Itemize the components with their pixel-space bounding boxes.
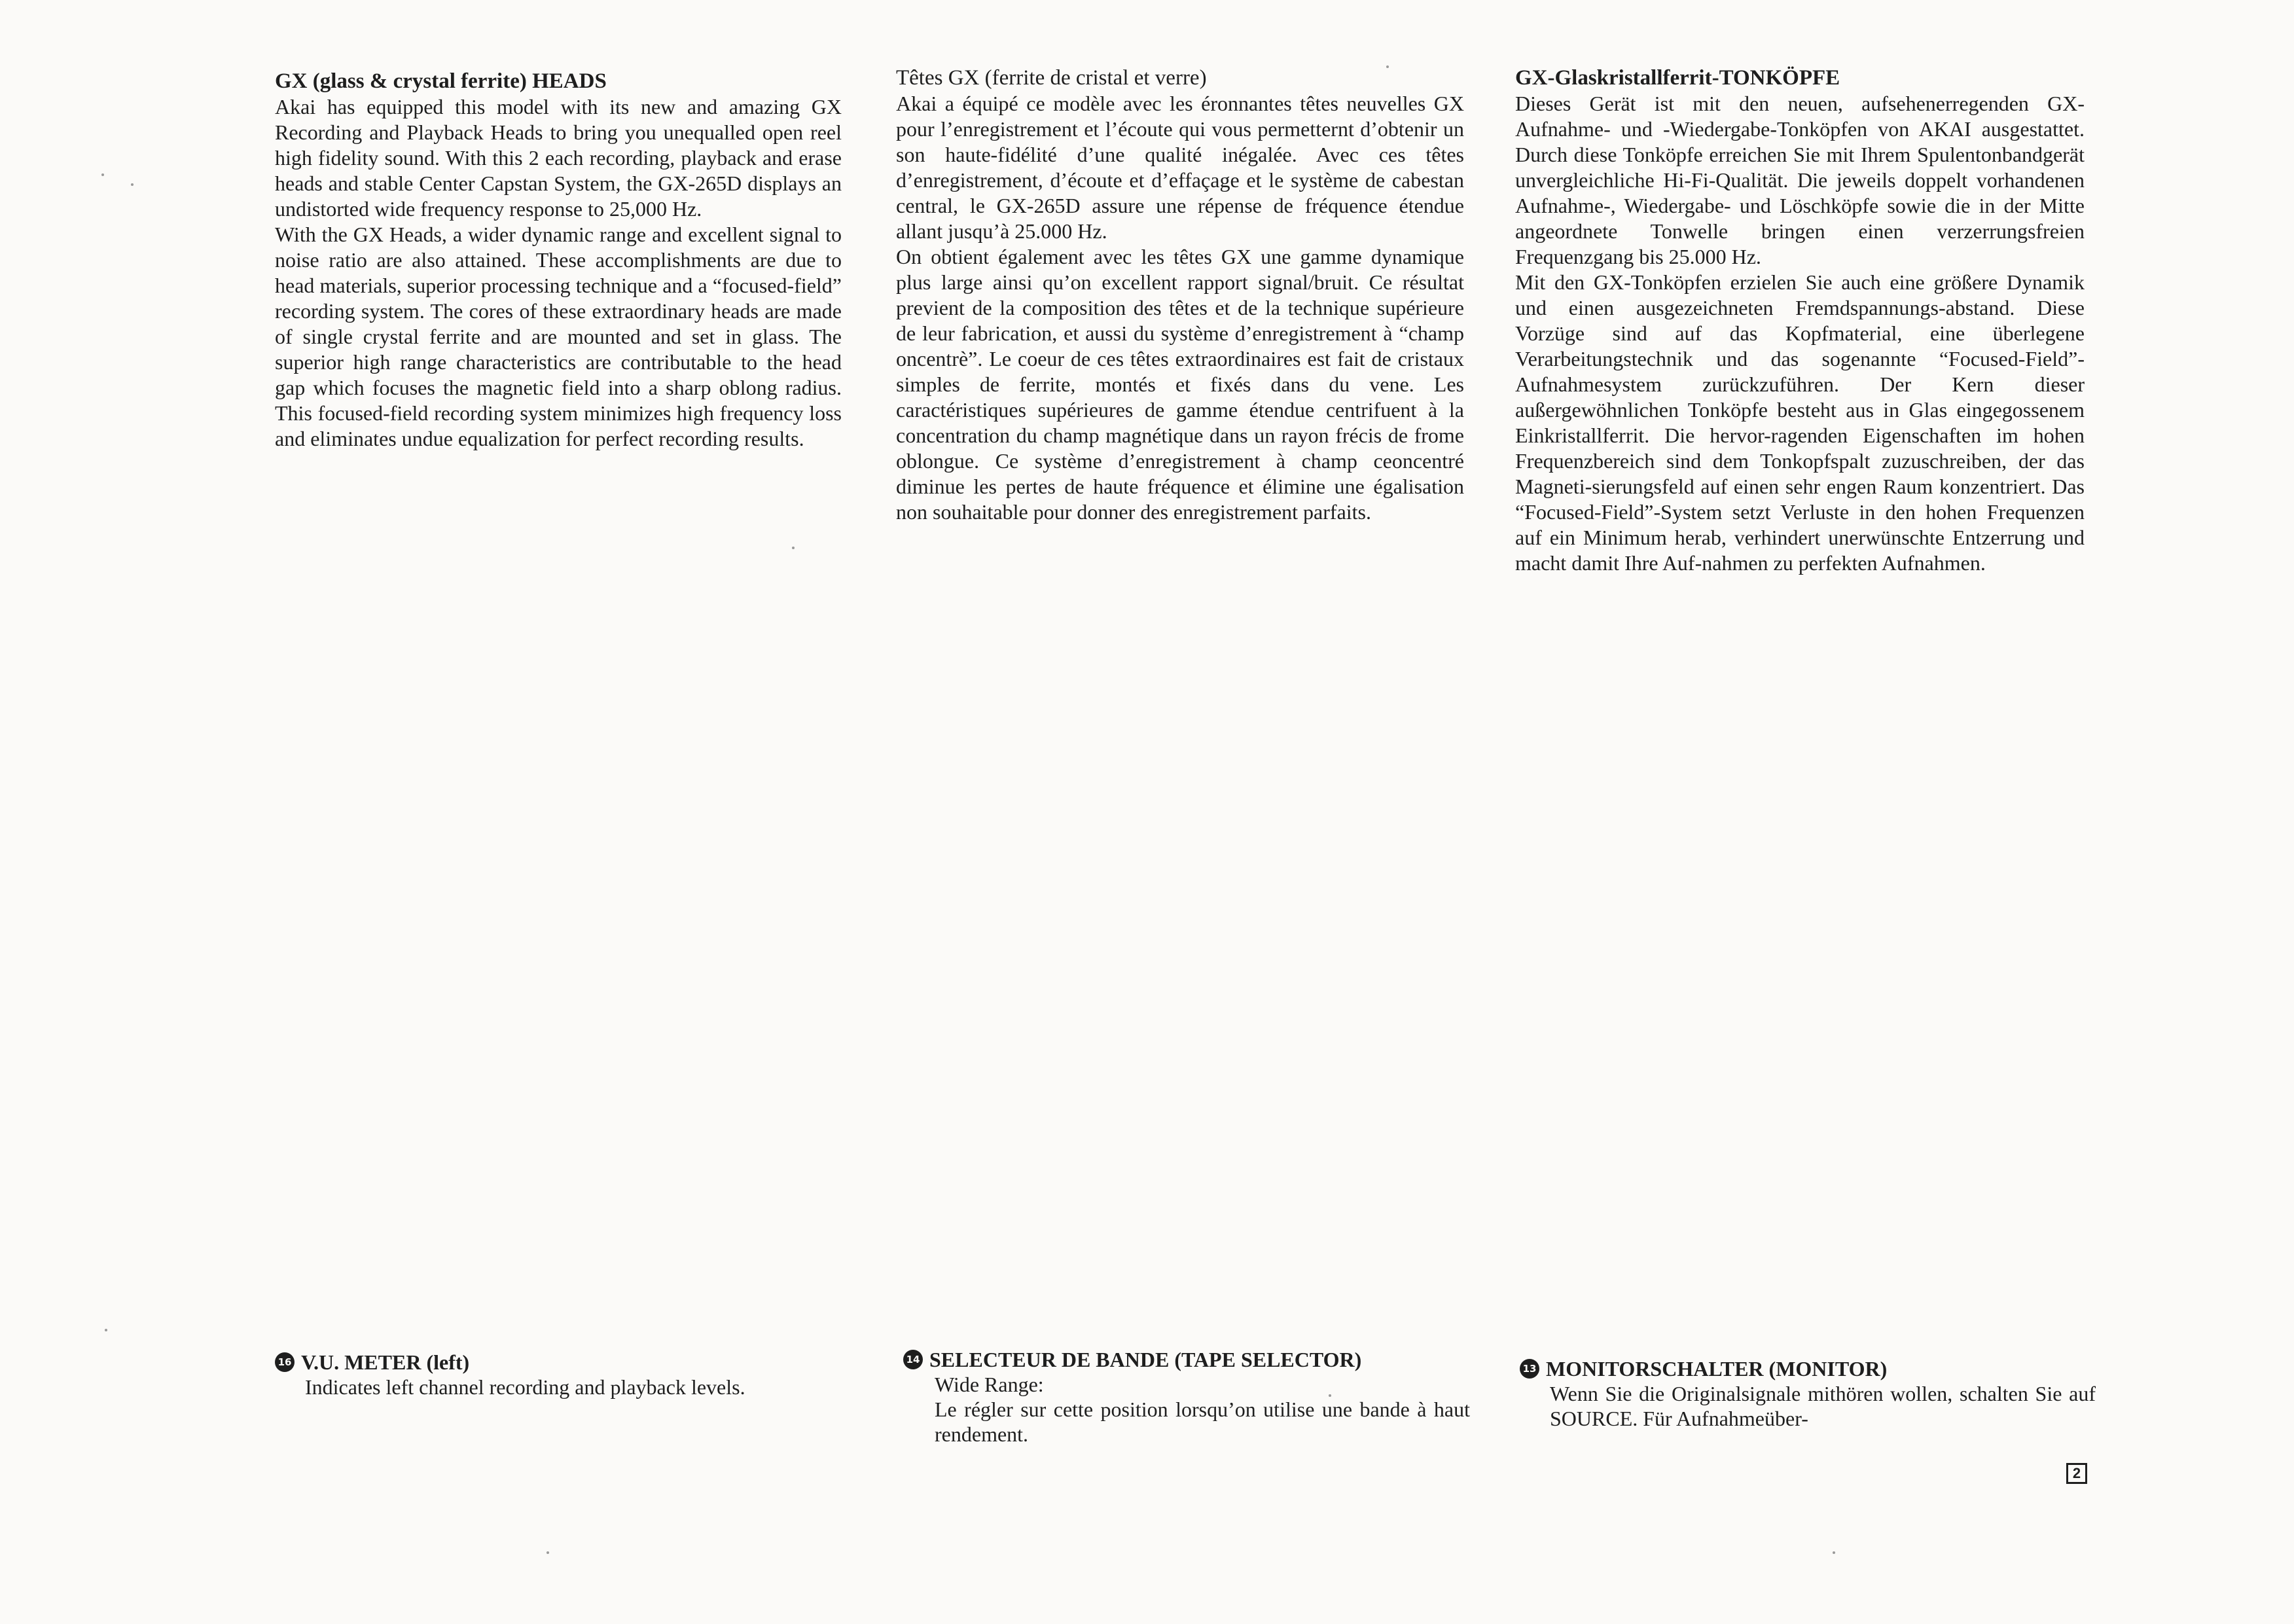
circled-number-16: 16 <box>275 1352 295 1372</box>
german-column <box>1515 65 2085 576</box>
french-tape-selector-section <box>903 1347 1470 1447</box>
scan-speck <box>1329 1394 1331 1397</box>
scan-speck <box>101 173 104 176</box>
english-vu-meter-title-row <box>275 1350 851 1375</box>
german-monitor-title-row <box>1520 1356 2096 1381</box>
scan-speck <box>131 183 134 186</box>
german-monitor-title: MONITORSCHALTER (MONITOR) <box>1546 1357 1888 1380</box>
scan-speck <box>1386 65 1389 68</box>
english-vu-meter-title: V.U. METER (left) <box>301 1350 470 1374</box>
german-heading: GX-Glaskristallferrit-TONKÖPFE <box>1515 66 1840 90</box>
scan-speck <box>792 547 795 549</box>
french-heading: Têtes GX (ferrite de cristal et verre) <box>896 66 1207 90</box>
scan-speck <box>547 1551 549 1554</box>
english-vu-meter-text: Indicates left channel recording and playback levels. <box>305 1375 745 1399</box>
german-monitor-section <box>1520 1356 2096 1431</box>
french-tape-selector-title-row <box>903 1347 1470 1372</box>
french-column <box>896 65 1464 525</box>
german-monitor-text: Wenn Sie die Originalsignale mithören wollen, schalten Sie auf SOURCE. Für Aufnahmeüber- <box>1550 1382 2096 1430</box>
english-paragraph-1: Akai has equipped this model with its new and amazing GX Recording and Playback Heads to bring you unequalled open reel high fidelity sound. With this 2 each recording, playback and erase heads and stable Center Capstan System, the GX-265D displays an undistorted wide frequency response to 25,000 Hz. <box>275 95 842 221</box>
french-tape-selector-subtitle: Wide Range: <box>935 1373 1044 1396</box>
english-paragraph-2: With the GX Heads, a wider dynamic range and excellent signal to noise ratio are also attained. These accomplishments are due to head materials, superior processing technique and a “focused-field” recording system. The cores of these extraordinary heads are made of single crystal ferrite and are mounted and set in glass. The superior high range characteristics are contributable to the head gap which focuses the magnetic field into a sharp oblong radius. This focused-field recording system minimizes high frequency loss and eliminates undue equalization for perfect recording results. <box>275 223 842 450</box>
english-column <box>275 69 842 452</box>
english-vu-meter-section <box>275 1350 851 1399</box>
page-number: 2 <box>2066 1463 2087 1484</box>
german-paragraph-1: Dieses Gerät ist mit den neuen, aufsehenerregenden GX-Aufnahme- und -Wiedergabe-Tonköpfen von AKAI ausgestattet. Durch diese Tonköpfe erreichen Sie mit Ihrem Spulentonbandgerät unvergleichliche Hi-Fi-Qualität. Die jeweils doppelt vorhandenen Aufnahme-, Wiedergabe- und Löschköpfe sowie die in der Mitte angeordnete Tonwelle bringen einen verzerrungsfreien Frequenzgang bis 25.000 Hz. <box>1515 92 2085 268</box>
french-paragraph-1: Akai a équipé ce modèle avec les éronnantes têtes neuvelles GX pour l’enregistrement et l’écoute qui vous permetternt d’obtenir un son haute-fidélité d’une qualité inégalée. Avec ces têtes d’enregistrement, d’écoute et d’effaçage et le système de cabestan central, le GX-265D assure une répense de fréquence étendue allant jusqu’à 25.000 Hz. <box>896 92 1464 243</box>
circled-number-13: 13 <box>1520 1359 1539 1379</box>
circled-number-14: 14 <box>903 1350 923 1369</box>
scan-speck <box>1833 1551 1835 1554</box>
french-tape-selector-text: Le régler sur cette position lorsqu’on utilise une bande à haut rendement. <box>935 1398 1470 1446</box>
french-paragraph-2: On obtient également avec les têtes GX une gamme dynamique plus large ainsi qu’on excellent rapport signal/bruit. Ce résultat previent de la composition des têtes et de la technique supérieure de leur fabrication, et aussi du système d’enregistrement à “champ oncentrè”. Le coeur de ces têtes extraordinaires est fait de cristaux simples de ferrite, montés et fixés dans du vene. Les caractéristiques supérieures de gamme étendue centrifuent à la concentration du champ magnétique dans un rayon frécis de frome oblongue. Ce système d’enregistrement à champ ceoncentré diminue les pertes de haute fréquence et élimine une égalisation non souhaitable pour donner des enregistrement parfaits. <box>896 245 1464 524</box>
english-heading: GX (glass & crystal ferrite) HEADS <box>275 69 607 93</box>
german-paragraph-2: Mit den GX-Tonköpfen erzielen Sie auch eine größere Dynamik und einen ausgezeichneten Fremdspannungs-abstand. Diese Vorzüge sind auf das Kopfmaterial, eine überlegene Verarbeitungstechnik und das sogenannte “Focused-Field”-Aufnahmesystem zurückzuführen. Der Kern dieser außergewöhnlichen Tonköpfe besteht aus in Glas eingegossenem Einkristallferrit. Die hervor-ragenden Eigenschaften im hohen Frequenzbereich sind dem Tonkopfspalt zuzuschreiben, der das Magneti-sierungsfeld auf einen sehr engen Raum konzentriert. Das “Focused-Field”-System setzt Verluste in den hohen Frequenzen auf ein Minimum herab, verhindert unerwünschte Entzerrung und macht damit Ihre Auf-nahmen zu perfekten Aufnahmen. <box>1515 270 2085 575</box>
french-tape-selector-title: SELECTEUR DE BANDE (TAPE SELECTOR) <box>929 1348 1362 1371</box>
scan-speck <box>105 1329 107 1331</box>
